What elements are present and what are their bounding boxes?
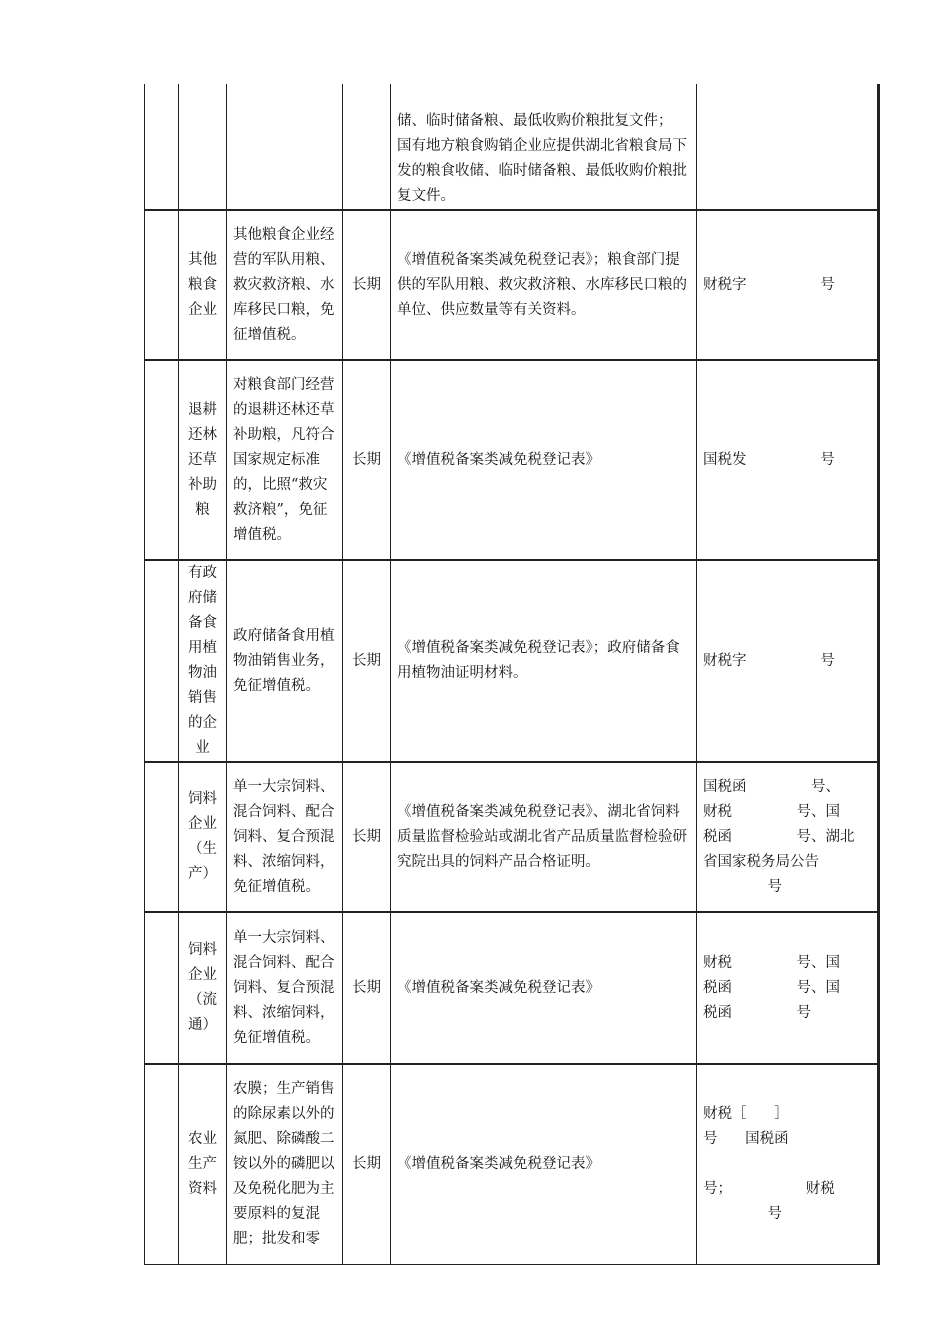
enterprise-line: 补助 [188,476,217,493]
item-cell [227,762,343,912]
item-text: 其他粮食企业经营的军队用粮、救灾救济粮、水库移民口粮，免征增值税。 [233,226,335,343]
table-row [145,360,879,560]
index-cell [145,560,179,762]
period-cell [343,84,391,210]
period-cell [343,360,391,560]
enterprise-cell [179,912,227,1064]
period-cell [343,1064,391,1264]
enterprise-line: 农业 [188,1130,217,1147]
policy-basis-line: 财税字 号 [703,652,835,669]
policy-basis-line: 国税发 号 [703,451,835,468]
enterprise-line: 企业 [188,816,217,832]
enterprise-line: 用植 [188,640,217,656]
enterprise-line: 的企 [188,715,217,731]
materials-cell [391,360,697,560]
index-cell [145,1064,179,1264]
enterprise-cell [179,560,227,762]
period-text: 长期 [352,979,381,996]
enterprise-line: 退耕 [188,401,217,418]
table-row [145,1064,879,1264]
materials-text: 《增值税备案类减免税登记表》 [397,979,600,996]
policy-basis-line: 财税字 号 [703,276,835,293]
enterprise-line: 还林 [188,426,217,443]
period-text: 长期 [352,828,381,845]
materials-text: 《增值税备案类减免税登记表》；粮食部门提供的军队用粮、救灾救济粮、水库移民口粮的单位、供应数量等有关资料。 [397,251,687,318]
materials-cell [391,762,697,912]
item-text: 农膜；生产销售的除尿素以外的氮肥、除磷酸二铵以外的磷肥以及免税化肥为主要原料的复混肥；批发和零 [233,1080,335,1247]
enterprise-line: 粮食 [188,276,217,293]
period-text: 长期 [352,451,381,468]
enterprise-line: 府储 [188,590,217,606]
table-row [145,84,879,210]
enterprise-line: （生 [188,841,217,857]
table-row [145,560,879,762]
enterprise-cell [179,210,227,360]
item-text: 单一大宗饲料、混合饲料、配合饲料、复合预混料、浓缩饲料，免征增值税。 [233,929,335,1046]
item-cell [227,84,343,210]
enterprise-cell [179,762,227,912]
enterprise-cell [179,360,227,560]
materials-text: 《增值税备案类减免税登记表》 [397,451,600,468]
policy-basis-cell [697,1064,879,1264]
policy-basis-cell [697,560,879,762]
enterprise-line: 销售 [188,690,217,706]
period-cell [343,762,391,912]
materials-text: 《增值税备案类减免税登记表》、湖北省饲料质量监督检验站或湖北省产品质量监督检验研究院出具的饲料产品合格证明。 [397,803,687,870]
policy-basis-cell [697,762,879,912]
enterprise-line: 生产 [188,1155,217,1172]
table-row [145,210,879,360]
enterprise-line: 业 [195,740,210,756]
enterprise-line: 企业 [188,301,217,318]
materials-text: 储、临时储备粮、最低收购价粮批复文件； [397,113,673,129]
policy-basis-line [703,1152,871,1177]
policy-basis-cell [697,84,879,210]
policy-basis-line: 财税［ ］ [703,1105,789,1122]
policy-basis-line: 号 [703,878,783,895]
item-cell [227,912,343,1064]
item-text: 政府储备食用植物油销售业务，免征增值税。 [233,627,335,694]
table-body [145,84,879,1264]
enterprise-line: （流 [188,992,217,1008]
index-cell [145,762,179,912]
policy-basis-line: 财税 号、国 [703,954,841,971]
policy-basis-line: 号 国税函 [703,1130,789,1147]
enterprise-line: 产） [188,866,217,882]
index-cell [145,360,179,560]
index-cell [145,210,179,360]
period-cell [343,912,391,1064]
enterprise-line: 备食 [188,615,217,631]
enterprise-line: 粮 [195,501,210,518]
item-text: 单一大宗饲料、混合饲料、配合饲料、复合预混料、浓缩饲料，免征增值税。 [233,778,335,895]
policy-basis-cell [697,360,879,560]
item-text: 对粮食部门经营的退耕还林还草补助粮，凡符合国家规定标准的，比照“救灾救济粮”，免征增值税。 [233,376,335,543]
period-text: 长期 [352,1155,381,1172]
enterprise-cell [179,84,227,210]
policy-basis-line: 税函 号、国 [703,979,841,996]
materials-cell [391,1064,697,1264]
enterprise-line: 通） [188,1017,217,1033]
item-cell [227,1064,343,1264]
materials-text: 国有地方粮食购销企业应提供湖北省粮食局下发的粮食收储、临时储备粮、最低收购价粮批复文件。 [397,138,687,204]
policy-basis-cell [697,210,879,360]
policy-basis-line: 号； 财税 [703,1180,835,1197]
policy-basis-line: 省国家税务局公告 [703,853,819,870]
index-cell [145,84,179,210]
materials-cell [391,210,697,360]
enterprise-cell [179,1064,227,1264]
enterprise-line: 饲料 [188,942,217,958]
enterprise-line: 还草 [188,451,217,468]
enterprise-line: 资料 [188,1180,217,1197]
item-cell [227,360,343,560]
enterprise-line: 企业 [188,967,217,983]
policy-basis-line: 号 [703,1205,783,1222]
policy-basis-cell [697,912,879,1064]
materials-cell [391,84,697,210]
table-row [145,762,879,912]
table-edge-mark [877,1262,880,1264]
enterprise-line: 有政 [188,565,217,581]
tax-exemption-table [144,84,880,1265]
materials-cell [391,912,697,1064]
policy-basis-line: 税函 号 [703,1004,812,1021]
materials-cell [391,560,697,762]
materials-text: 《增值税备案类减免税登记表》；政府储备食用植物油证明材料。 [397,640,680,681]
item-cell [227,210,343,360]
policy-basis-line: 财税 号、国 [703,803,841,820]
enterprise-line: 物油 [188,665,217,681]
period-text: 长期 [352,652,381,669]
policy-basis-line: 国税函 号、 [703,778,841,795]
materials-text: 《增值税备案类减免税登记表》 [397,1155,600,1172]
enterprise-line: 其他 [188,251,217,268]
table-row [145,912,879,1064]
enterprise-line: 饲料 [188,791,217,807]
period-cell [343,560,391,762]
period-cell [343,210,391,360]
item-cell [227,560,343,762]
policy-basis-line: 税函 号、湖北 [703,828,855,845]
period-text: 长期 [352,276,381,293]
index-cell [145,912,179,1064]
